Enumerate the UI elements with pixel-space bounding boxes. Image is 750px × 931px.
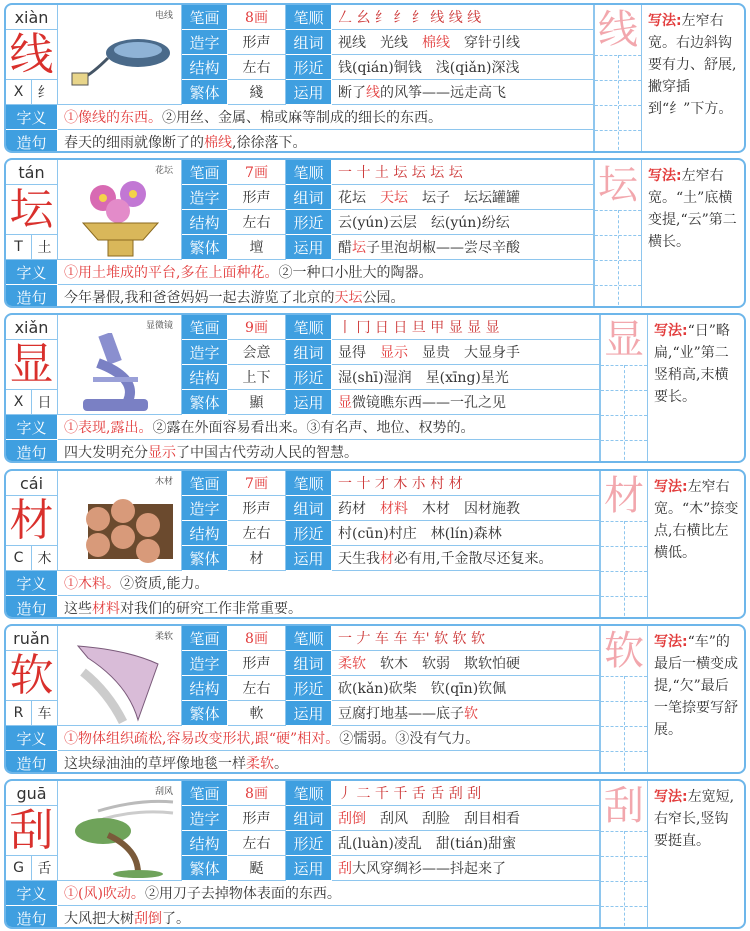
definition xyxy=(58,726,600,751)
text-segment: 柔软 xyxy=(338,656,366,672)
text-segment: ②资质,能力。 xyxy=(120,576,209,592)
text-segment: ②用刀子去掉物体表面的东西。 xyxy=(144,886,341,902)
text-segment: 坛子 坛坛罐罐 xyxy=(408,190,520,206)
value-yunyong xyxy=(332,80,594,105)
label-xingjin: 形近 xyxy=(286,521,332,546)
grid-line xyxy=(624,831,625,929)
text-segment: ,徐徐落下。 xyxy=(232,135,307,151)
text-segment: ②懦弱。③没有气力。 xyxy=(339,731,480,747)
label-jiegou: 结构 xyxy=(182,210,228,235)
label-jiegou: 结构 xyxy=(182,831,228,856)
value-zaozi: 形声 xyxy=(228,30,286,55)
text-segment: 柔软 xyxy=(246,756,274,772)
character: 坛 xyxy=(6,185,58,235)
label-yunyong: 运用 xyxy=(286,546,332,571)
label-bihua: 笔画 xyxy=(182,315,228,340)
label-zaozi: 造字 xyxy=(182,496,228,521)
label-zuci: 组词 xyxy=(286,806,332,831)
text-segment: 豆腐打地基——底子 xyxy=(338,706,464,722)
writing-tips-label: 写法: xyxy=(654,634,688,650)
text-segment: 春天的细雨就像断了的 xyxy=(64,135,204,151)
label-fanti: 繁体 xyxy=(182,390,228,415)
label-jiegou: 结构 xyxy=(182,676,228,701)
text-segment: 大风穿绸衫——抖起来了 xyxy=(352,861,506,877)
value-jiegou: 左右 xyxy=(228,55,286,80)
text-segment: 天生我 xyxy=(338,551,380,567)
value-xingjin: 云(yún)云层 纭(yún)纷纭 xyxy=(332,210,594,235)
writing-tips xyxy=(648,315,744,461)
initial-letter: X xyxy=(6,80,32,105)
illustration xyxy=(58,5,182,105)
text-segment: 这块绿油油的草坪像地毯一样 xyxy=(64,756,246,772)
value-stroke_order: 𠃋 幺 纟 纟 纟 线 线 线 xyxy=(332,5,594,30)
value-jiegou: 左右 xyxy=(228,676,286,701)
radical: 木 xyxy=(32,546,58,571)
radical: 舌 xyxy=(32,856,58,881)
value-zaozi: 形声 xyxy=(228,496,286,521)
writing-practice-grid[interactable] xyxy=(594,5,642,153)
label-ziyi: 字义 xyxy=(6,571,58,596)
character-card-材 xyxy=(4,469,746,619)
image-caption: 花坛 xyxy=(154,166,173,176)
value-zuci xyxy=(332,806,600,831)
writing-practice-grid[interactable] xyxy=(600,781,648,929)
character: 软 xyxy=(6,651,58,701)
label-xingjin: 形近 xyxy=(286,55,332,80)
value-fanti: 材 xyxy=(228,546,286,571)
label-bihua: 笔画 xyxy=(182,5,228,30)
value-strokes: 8画 xyxy=(228,781,286,806)
example-sentence xyxy=(58,440,600,463)
text-segment: 材 xyxy=(380,551,394,567)
value-yunyong xyxy=(332,235,594,260)
text-segment: 了中国古代劳动人民的智慧。 xyxy=(176,445,358,461)
value-jiegou: 左右 xyxy=(228,521,286,546)
label-yunyong: 运用 xyxy=(286,856,332,881)
value-zuci xyxy=(332,496,600,521)
writing-tips-text: 左窄右宽。右边斜钩要有力、舒展,撇穿插到“纟”下方。 xyxy=(648,13,737,117)
text-segment: 醋 xyxy=(338,240,352,256)
label-zaozi: 造字 xyxy=(182,806,228,831)
text-segment: 线 xyxy=(366,85,380,101)
label-yunyong: 运用 xyxy=(286,390,332,415)
character-card-显 xyxy=(4,313,746,463)
label-xingjin: 形近 xyxy=(286,676,332,701)
text-segment: 了。 xyxy=(162,911,190,927)
writing-tips-label: 写法: xyxy=(648,168,682,184)
definition xyxy=(58,571,600,596)
grid-line xyxy=(618,55,619,153)
text-segment: 刮 xyxy=(338,861,352,877)
writing-tips-text: 左窄右宽。“木”捺变点,右横比左横低。 xyxy=(654,479,739,561)
text-segment: ②露在外面容易看出来。③有名声、地位、权势的。 xyxy=(152,420,475,436)
value-strokes: 8画 xyxy=(228,5,286,30)
pinyin: tán xyxy=(6,160,58,185)
text-segment: 刮倒 xyxy=(338,811,366,827)
value-xingjin: 湿(shī)湿润 星(xīng)星光 xyxy=(332,365,600,390)
character: 显 xyxy=(6,340,58,390)
value-zaozi: 形声 xyxy=(228,651,286,676)
text-segment: 的风筝——远走高飞 xyxy=(380,85,506,101)
label-zaoju: 造句 xyxy=(6,285,58,308)
label-bishun: 笔顺 xyxy=(286,626,332,651)
grid-line xyxy=(624,365,625,463)
value-stroke_order: 一 十 土 坛 坛 坛 坛 xyxy=(332,160,594,185)
example-sentence xyxy=(58,906,600,929)
text-segment: ①表现,露出。 xyxy=(64,420,153,436)
pinyin: cái xyxy=(6,471,58,496)
text-segment: 微镜瞧东西——一孔之见 xyxy=(352,395,506,411)
label-zaoju: 造句 xyxy=(6,906,58,929)
writing-tips xyxy=(648,471,744,617)
definition xyxy=(58,260,594,285)
radical: 纟 xyxy=(32,80,58,105)
writing-tips-label: 写法: xyxy=(654,323,688,339)
writing-tips-text: 左宽短,右窄长,竖钩要挺直。 xyxy=(654,789,735,849)
value-stroke_order: 一 𠂇 车 车 车' 软 软 软 xyxy=(332,626,600,651)
label-ziyi: 字义 xyxy=(6,260,58,285)
label-bishun: 笔顺 xyxy=(286,471,332,496)
illustration xyxy=(58,626,182,726)
label-zaoju: 造句 xyxy=(6,751,58,774)
writing-practice-grid[interactable] xyxy=(594,160,642,308)
example-sentence xyxy=(58,596,600,619)
sample-character: 坛 xyxy=(598,162,638,208)
label-zaoju: 造句 xyxy=(6,596,58,619)
label-bishun: 笔顺 xyxy=(286,160,332,185)
label-yunyong: 运用 xyxy=(286,80,332,105)
text-segment: ①像线的东西。 xyxy=(64,110,162,126)
character: 材 xyxy=(6,496,58,546)
text-segment: 天坛 xyxy=(380,190,408,206)
label-yunyong: 运用 xyxy=(286,701,332,726)
label-fanti: 繁体 xyxy=(182,235,228,260)
label-bihua: 笔画 xyxy=(182,781,228,806)
text-segment: 棉线 xyxy=(204,135,232,151)
value-yunyong xyxy=(332,546,600,571)
value-fanti: 壇 xyxy=(228,235,286,260)
radical: 土 xyxy=(32,235,58,260)
label-jiegou: 结构 xyxy=(182,55,228,80)
illustration xyxy=(58,315,182,415)
value-zaozi: 形声 xyxy=(228,806,286,831)
text-segment: ①物体组织疏松,容易改变形状,跟“硬”相对。 xyxy=(64,731,340,747)
label-jiegou: 结构 xyxy=(182,521,228,546)
value-zuci xyxy=(332,30,594,55)
value-strokes: 7画 xyxy=(228,471,286,496)
value-zuci xyxy=(332,651,600,676)
text-segment: 软木 软弱 欺软怕硬 xyxy=(366,656,520,672)
text-segment: 材料 xyxy=(92,601,120,617)
value-strokes: 8画 xyxy=(228,626,286,651)
grid-line xyxy=(618,210,619,308)
pinyin: xiǎn xyxy=(6,315,58,340)
sample-character: 软 xyxy=(604,628,644,674)
writing-tips-text: “日”略扁,“业”第二竖稍高,末横要长。 xyxy=(654,323,730,405)
sample-character: 刮 xyxy=(604,783,644,829)
value-strokes: 9画 xyxy=(228,315,286,340)
text-segment: 今年暑假,我和爸爸妈妈一起去游览了北京的 xyxy=(64,290,335,306)
pinyin: xiàn xyxy=(6,5,58,30)
sample-character: 线 xyxy=(598,7,638,53)
image-caption: 柔软 xyxy=(154,632,173,642)
illustration xyxy=(58,471,182,571)
grid-line xyxy=(624,676,625,774)
radical: 日 xyxy=(32,390,58,415)
text-segment: 穿针引线 xyxy=(450,35,520,51)
value-stroke_order: 一 十 才 木 朩 村 材 xyxy=(332,471,600,496)
text-segment: 刮风 刮脸 刮目相看 xyxy=(366,811,520,827)
label-zaoju: 造句 xyxy=(6,130,58,153)
initial-letter: X xyxy=(6,390,32,415)
value-zuci xyxy=(332,340,600,365)
label-zaozi: 造字 xyxy=(182,30,228,55)
value-fanti: 軟 xyxy=(228,701,286,726)
text-segment: 天坛 xyxy=(334,290,363,306)
value-stroke_order: 丿 二 千 千 舌 舌 刮 刮 xyxy=(332,781,600,806)
writing-tips-label: 写法: xyxy=(654,789,688,805)
writing-tips xyxy=(648,626,744,772)
label-zuci: 组词 xyxy=(286,185,332,210)
value-xingjin: 砍(kǎn)砍柴 钦(qīn)钦佩 xyxy=(332,676,600,701)
label-jiegou: 结构 xyxy=(182,365,228,390)
text-segment: 材料 xyxy=(380,501,408,517)
label-zaozi: 造字 xyxy=(182,651,228,676)
pinyin: guā xyxy=(6,781,58,806)
definition xyxy=(58,415,600,440)
text-segment: ①(风)吹动。 xyxy=(64,886,145,902)
value-jiegou: 上下 xyxy=(228,365,286,390)
image-caption: 电线 xyxy=(154,11,173,21)
example-sentence xyxy=(58,751,600,774)
text-segment: ①用土堆成的平台,多在上面种花。 xyxy=(64,265,279,281)
label-fanti: 繁体 xyxy=(182,701,228,726)
label-ziyi: 字义 xyxy=(6,881,58,906)
text-segment: 显示 xyxy=(380,345,408,361)
label-fanti: 繁体 xyxy=(182,546,228,571)
label-xingjin: 形近 xyxy=(286,210,332,235)
text-segment: 显得 xyxy=(338,345,380,361)
character-card-软 xyxy=(4,624,746,774)
text-segment: 软 xyxy=(464,706,478,722)
character: 刮 xyxy=(6,806,58,856)
value-jiegou: 左右 xyxy=(228,210,286,235)
text-segment: ①木料。 xyxy=(64,576,120,592)
illustration xyxy=(58,781,182,881)
text-segment: ②一种口小肚大的陶器。 xyxy=(278,265,433,281)
sample-character: 显 xyxy=(604,317,644,363)
value-fanti: 颳 xyxy=(228,856,286,881)
writing-tips-text: “车”的最后一横变成提,“欠”最后一笔捺要写舒展。 xyxy=(654,634,738,738)
label-zuci: 组词 xyxy=(286,496,332,521)
label-zuci: 组词 xyxy=(286,30,332,55)
character-card-线 xyxy=(4,3,746,153)
text-segment: ②用丝、金属、棉或麻等制成的细长的东西。 xyxy=(162,110,442,126)
label-ziyi: 字义 xyxy=(6,415,58,440)
value-zuci xyxy=(332,185,594,210)
value-xingjin: 乱(luàn)凌乱 甜(tián)甜蜜 xyxy=(332,831,600,856)
text-segment: 棉线 xyxy=(422,35,450,51)
value-xingjin: 村(cūn)村庄 林(lín)森林 xyxy=(332,521,600,546)
writing-tips-label: 写法: xyxy=(648,13,682,29)
example-sentence xyxy=(58,285,594,308)
image-caption: 木材 xyxy=(154,477,173,487)
text-segment: 显 xyxy=(338,395,352,411)
text-segment: 显示 xyxy=(148,445,176,461)
character: 线 xyxy=(6,30,58,80)
sample-character: 材 xyxy=(604,473,644,519)
writing-tips xyxy=(642,5,744,151)
writing-tips xyxy=(648,781,744,927)
label-bihua: 笔画 xyxy=(182,471,228,496)
text-segment: 四大发明充分 xyxy=(64,445,148,461)
label-bihua: 笔画 xyxy=(182,160,228,185)
text-segment: 子里泡胡椒——尝尽辛酸 xyxy=(366,240,520,256)
label-ziyi: 字义 xyxy=(6,105,58,130)
label-bishun: 笔顺 xyxy=(286,781,332,806)
label-zaoju: 造句 xyxy=(6,440,58,463)
text-segment: 木材 因材施教 xyxy=(408,501,520,517)
value-yunyong xyxy=(332,701,600,726)
value-strokes: 7画 xyxy=(228,160,286,185)
text-segment: 大风把大树 xyxy=(64,911,134,927)
text-segment: 这些 xyxy=(64,601,92,617)
radical: 车 xyxy=(32,701,58,726)
label-xingjin: 形近 xyxy=(286,831,332,856)
initial-letter: C xyxy=(6,546,32,571)
text-segment: 对我们的研究工作非常重要。 xyxy=(120,601,302,617)
value-stroke_order: 丨 冂 日 日 旦 甲 显 显 显 xyxy=(332,315,600,340)
initial-letter: R xyxy=(6,701,32,726)
label-bihua: 笔画 xyxy=(182,626,228,651)
definition xyxy=(58,881,600,906)
character-card-刮 xyxy=(4,779,746,929)
value-zaozi: 形声 xyxy=(228,185,286,210)
label-ziyi: 字义 xyxy=(6,726,58,751)
value-zaozi: 会意 xyxy=(228,340,286,365)
writing-tips-label: 写法: xyxy=(654,479,688,495)
value-xingjin: 钱(qián)铜钱 浅(qiǎn)深浅 xyxy=(332,55,594,80)
initial-letter: T xyxy=(6,235,32,260)
writing-practice-grid[interactable] xyxy=(600,626,648,774)
label-zaozi: 造字 xyxy=(182,340,228,365)
label-fanti: 繁体 xyxy=(182,856,228,881)
text-segment: 视线 光线 xyxy=(338,35,422,51)
value-fanti: 顯 xyxy=(228,390,286,415)
label-yunyong: 运用 xyxy=(286,235,332,260)
definition xyxy=(58,105,594,130)
text-segment: 公园。 xyxy=(362,290,405,306)
pinyin: ruǎn xyxy=(6,626,58,651)
text-segment: 刮倒 xyxy=(134,911,162,927)
text-segment: 显贵 大显身手 xyxy=(408,345,520,361)
value-fanti: 綫 xyxy=(228,80,286,105)
value-jiegou: 左右 xyxy=(228,831,286,856)
text-segment: 必有用,千金散尽还复来。 xyxy=(394,551,553,567)
label-xingjin: 形近 xyxy=(286,365,332,390)
value-yunyong xyxy=(332,390,600,415)
writing-tips xyxy=(642,160,744,306)
grid-line xyxy=(624,521,625,619)
image-caption: 刮风 xyxy=(154,787,173,797)
text-segment: 花坛 xyxy=(338,190,380,206)
label-fanti: 繁体 xyxy=(182,80,228,105)
label-zuci: 组词 xyxy=(286,340,332,365)
text-segment: 。 xyxy=(274,756,288,772)
illustration xyxy=(58,160,182,260)
writing-tips-text: 左窄右宽。“土”底横变提,“云”第二横长。 xyxy=(648,168,737,250)
initial-letter: G xyxy=(6,856,32,881)
character-card-坛 xyxy=(4,158,746,308)
writing-practice-grid[interactable] xyxy=(600,471,648,619)
text-segment: 坛 xyxy=(352,240,366,256)
text-segment: 药材 xyxy=(338,501,380,517)
value-yunyong xyxy=(332,856,600,881)
image-caption: 显微镜 xyxy=(145,321,173,331)
example-sentence xyxy=(58,130,594,153)
label-zuci: 组词 xyxy=(286,651,332,676)
label-bishun: 笔顺 xyxy=(286,315,332,340)
label-bishun: 笔顺 xyxy=(286,5,332,30)
label-zaozi: 造字 xyxy=(182,185,228,210)
writing-practice-grid[interactable] xyxy=(600,315,648,463)
text-segment: 断了 xyxy=(338,85,366,101)
